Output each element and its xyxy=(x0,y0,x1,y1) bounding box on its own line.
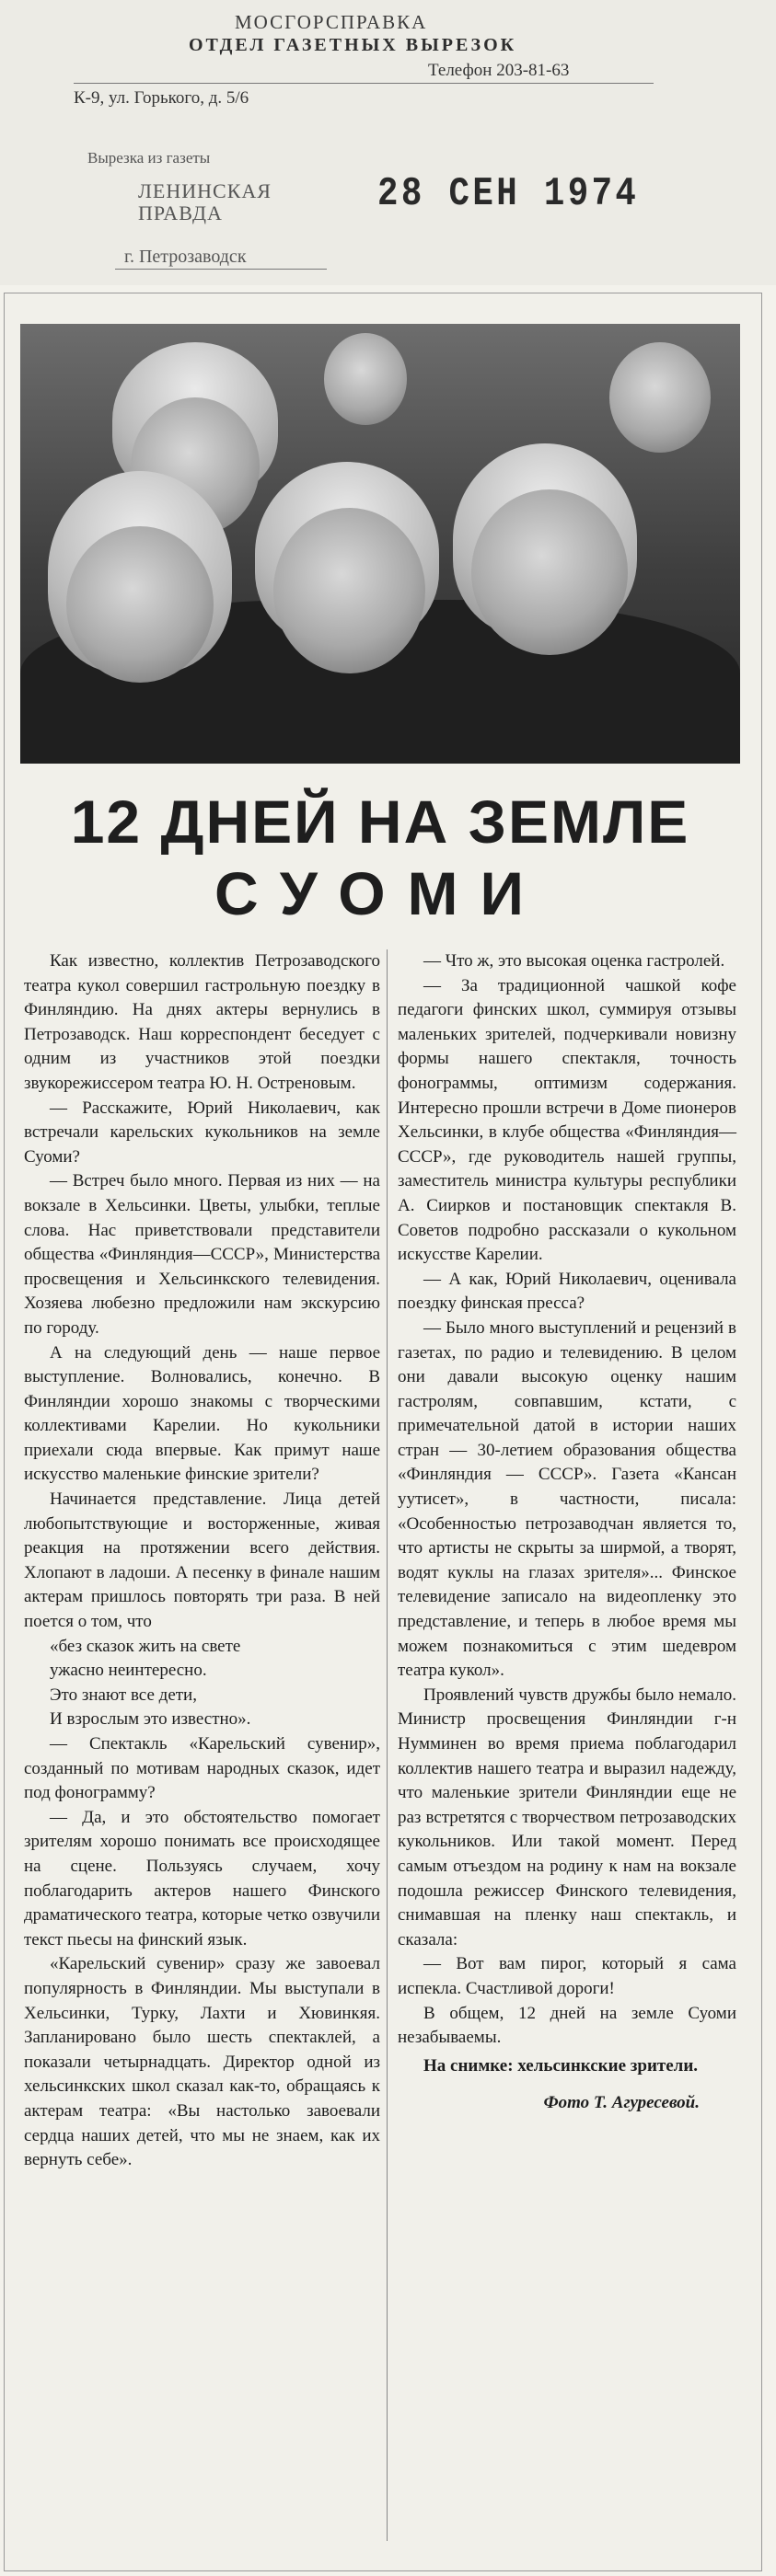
city-underline xyxy=(115,269,327,270)
song-verse-line: Это знают все дети, xyxy=(50,1685,197,1705)
left-paragraph: — Расскажите, Юрий Николаевич, как встречали карельских кукольников на земле Суоми? xyxy=(24,1098,380,1167)
clipping-header xyxy=(0,0,776,285)
left-paragraph: — Да, и это обстоятельство помогает зрителям хорошо понимать все происходящее на сцене. Пользуясь случаем, хочу поблагодарить актеров нашего Финского драматического театра, которые четко озвучили текст пьесы на финский язык. xyxy=(24,1807,380,1949)
left-paragraph: — Встреч было много. Первая из них — на вокзале в Хельсинки. Цветы, улыбки, теплые слова. Нас приветствовали представители общества «Финляндия—СССР», Министерства просвещения и Хельсинкского телевидения. Хозяева любезно предложили нам экскурсию по городу. xyxy=(24,1171,380,1338)
photo-credit: Фото Т. Агуресевой. xyxy=(543,2093,700,2113)
right-paragraph: — Что ж, это высокая оценка гастролей. xyxy=(423,951,725,971)
right-paragraph: — Вот вам пирог, который я сама испекла. Счастливой дороги! xyxy=(398,1954,736,1998)
song-verse-line: ужасно неинтересно. xyxy=(50,1661,207,1681)
right-paragraph: — За традиционной чашкой кофе педагоги финских школ, суммируя отзывы маленьких зрителей, подчеркивали новизну формы нашего спектакля, точность фонограммы, оптимизм содержания. Интересно прошли встречи в Доме пионеров Хельсинки, в клубе общества «Финляндия—СССР», где руководитель нашей группы, заместитель министра культуры республики А. Сиирков и постановщик спектакля В. Советов подробно рассказали о кукольном искусстве Карелии. xyxy=(398,975,736,1265)
headline-line1: 12 ДНЕЙ НА ЗЕМЛЕ xyxy=(70,788,690,856)
clipping-from-label: Вырезка из газеты xyxy=(87,149,211,167)
department-name: ОТДЕЛ ГАЗЕТНЫХ ВЫРЕЗОК xyxy=(189,35,517,55)
left-paragraph: Как известно, коллектив Петрозаводского театра кукол совершил гастрольную поездку в Финляндию. На днях актеры вернулись в Петрозаводск. Наш корреспондент беседует с одним из участников этой поездки звукорежиссером театра Ю. Н. Остреновым. xyxy=(24,951,380,1093)
photo-child-3-face xyxy=(273,508,425,673)
photo-caption: На снимке: хельсинкские зрители. xyxy=(423,2055,699,2076)
column-divider xyxy=(387,949,388,2541)
right-paragraph: — Было много выступлений и рецензий в газетах, по радио и телевидению. В целом они давали высокую оценку нашим гастролям, совпавшим, кстати, с примечательной датой в истории наших стран — 30-летием образования общества «Финляндия — СССР». Газета «Кансан уутисет», в частности, писала: «Особенностью петрозаводчан является то, что артисты не скрыты за ширмой, а творят, водят куклы на глазах зрителя»... Финское телевидение записало на видеопленку это представление, и теперь в любое время мы можем познакомиться с этим шедевром театра кукол». xyxy=(398,1317,736,1681)
article-column-left xyxy=(24,949,380,2173)
right-paragraph: Проявлений чувств дружбы было немало. Министр просвещения Финляндии г-н Нумминен во время приема поблагодарил коллектив нашего театра и выразил надежду, что маленькие зрители Финляндии еще не раз встретятся с творчеством петрозаводских кукольников. Или такой момент. Перед самым отъездом на родину к нам на вокзале подошла режиссер Финского телевидения, снимавшая на пленку наш спектакль, и сказала: xyxy=(398,1685,736,1949)
article-headline xyxy=(20,789,740,926)
photo-child-2-face xyxy=(66,526,214,683)
newspaper-name xyxy=(138,180,272,224)
left-paragraph: — Спектакль «Карельский сувенир», созданный по мотивам народных сказок, идет под фонограмму? xyxy=(24,1734,380,1803)
agency-name: МОСГОРСПРАВКА xyxy=(235,11,428,33)
date-stamp: 28 СЕН 1974 xyxy=(377,171,640,217)
left-paragraph: А на следующий день — наше первое выступление. Волновались, конечно. В Финляндии хорошо знакомы с творческими коллективами Карелии. Но кукольники приехали сюда впервые. Как примут наше искусство маленькие финские зрители? xyxy=(24,1342,380,1485)
city-label: г. Петрозаводск xyxy=(124,247,247,267)
children-photo xyxy=(20,324,740,764)
photo-child-4-face xyxy=(471,489,628,655)
left-paragraph: «Карельский сувенир» сразу же завоевал популярность в Финляндии. Мы выступали в Хельсинки, Турку, Лахти и Хювинкяя. Запланировано было шесть спектаклей, а показали четырнадцать. Директор одной из хельсинкских школ сказал как-то, обращаясь к актерам театра: «Вы настолько завоевали сердца наших детей, что мы не знаем, как их вернуть себе». xyxy=(24,1954,380,2170)
song-verse-line: «без сказок жить на свете xyxy=(50,1636,241,1656)
photo-child-5-face xyxy=(609,342,711,453)
photo-child-6-face xyxy=(324,333,407,425)
phone-number: Телефон 203-81-63 xyxy=(428,61,570,80)
song-verse-line: И взрослым это известно». xyxy=(50,1709,251,1730)
newspaper-name-line2: ПРАВДА xyxy=(138,201,223,224)
article-column-right xyxy=(398,949,736,2116)
right-paragraph: — А как, Юрий Николаевич, оценивала поездку финская пресса? xyxy=(398,1269,736,1314)
agency-address: К-9, ул. Горького, д. 5/6 xyxy=(74,88,249,108)
newspaper-name-line1: ЛЕНИНСКАЯ xyxy=(138,179,272,202)
right-paragraph: В общем, 12 дней на земле Суоми незабываемы. xyxy=(398,2003,736,2048)
headline-line2: СУОМИ xyxy=(214,859,546,927)
address-divider xyxy=(74,83,654,84)
left-paragraph: Начинается представление. Лица детей любопытствующие и восторженные, живая реакция на протяжении всего действия. Хлопают в ладоши. А песенку в финале нашим актерам пришлось повторять три раза. В ней поется о том, что xyxy=(24,1489,380,1632)
